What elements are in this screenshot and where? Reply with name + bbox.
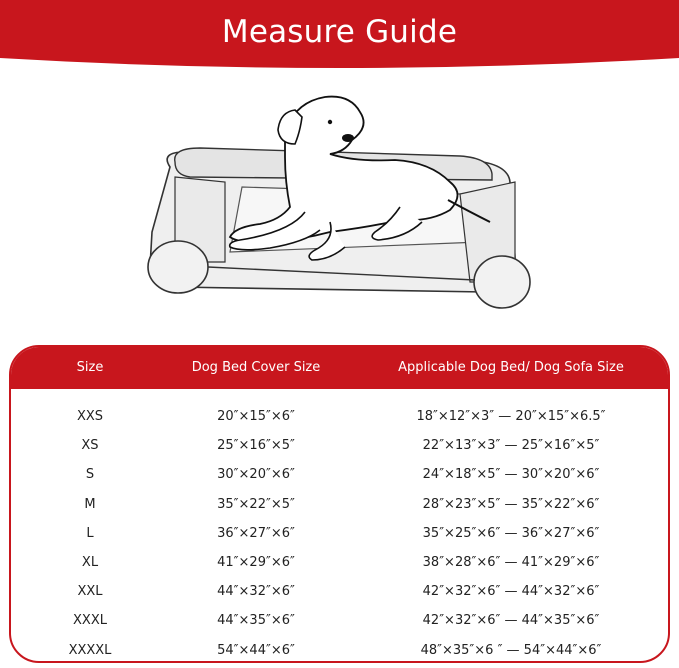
header-banner (0, 0, 679, 72)
size-cell: L (86, 525, 94, 541)
size-cell: M (84, 496, 96, 512)
cover-size-cell: 44″×32″×6″ (217, 584, 295, 600)
size-cell: XXS (76, 409, 104, 424)
cover-size-cell: 44″×35″×6″ (217, 613, 295, 629)
bed-size-cell: 42″×32″×6″ — 44″×32″×6″ (422, 584, 600, 600)
size-table (9, 345, 670, 663)
cover-size-cell: 20″×15″×6″ (217, 409, 295, 424)
table-row (11, 607, 668, 636)
cover-size-cell: 30″×20″×6″ (217, 467, 295, 483)
table-body (11, 389, 668, 663)
bed-size-cell: 38″×28″×6″ — 41″×29″×6″ (422, 554, 600, 570)
size-cell: XS (81, 438, 99, 454)
bed-size-cell: 28″×23″×5″ — 35″×22″×6″ (422, 496, 600, 512)
cover-size-cell: 25″×16″×5″ (217, 438, 295, 454)
bed-size-cell: 48″×35″×6 ″ — 54″×44″×6″ (420, 642, 602, 658)
size-cell: XL (81, 554, 99, 570)
table-row (11, 520, 668, 549)
cover-size-cell: 36″×27″×6″ (217, 525, 295, 541)
table-row (11, 403, 668, 432)
cover-size-cell: 54″×44″×6″ (217, 642, 295, 658)
cover-size-cell: 35″×22″×5″ (217, 496, 295, 512)
cover-size-cell: 41″×29″×6″ (217, 554, 295, 570)
header-size: Size (76, 360, 104, 375)
table-header (11, 347, 668, 389)
size-cell: S (85, 467, 95, 483)
table-row (11, 491, 668, 520)
bed-size-cell: 22″×13″×3″ — 25″×16″×5″ (422, 438, 600, 454)
bed-size-cell: 24″×18″×5″ — 30″×20″×6″ (422, 467, 600, 483)
table-row (11, 549, 668, 578)
bed-size-cell: 35″×25″×6″ — 36″×27″×6″ (422, 525, 600, 541)
header-bed-size: Applicable Dog Bed/ Dog Sofa Size (398, 360, 624, 375)
table-row (11, 432, 668, 461)
header-cover-size: Dog Bed Cover Size (191, 360, 321, 375)
bed-size-cell: 42″×32″×6″ — 44″×35″×6″ (422, 613, 600, 629)
size-cell: XXXL (73, 613, 107, 629)
size-cell: XXL (77, 584, 103, 600)
page-title: Measure Guide (221, 14, 458, 50)
table-row (11, 637, 668, 664)
table-row (11, 578, 668, 607)
dog-on-sofa-bed-icon (130, 82, 550, 322)
table-row (11, 461, 668, 490)
size-cell: XXXXL (68, 642, 112, 658)
bed-size-cell: 18″×12″×3″ — 20″×15″×6.5″ (416, 409, 606, 424)
